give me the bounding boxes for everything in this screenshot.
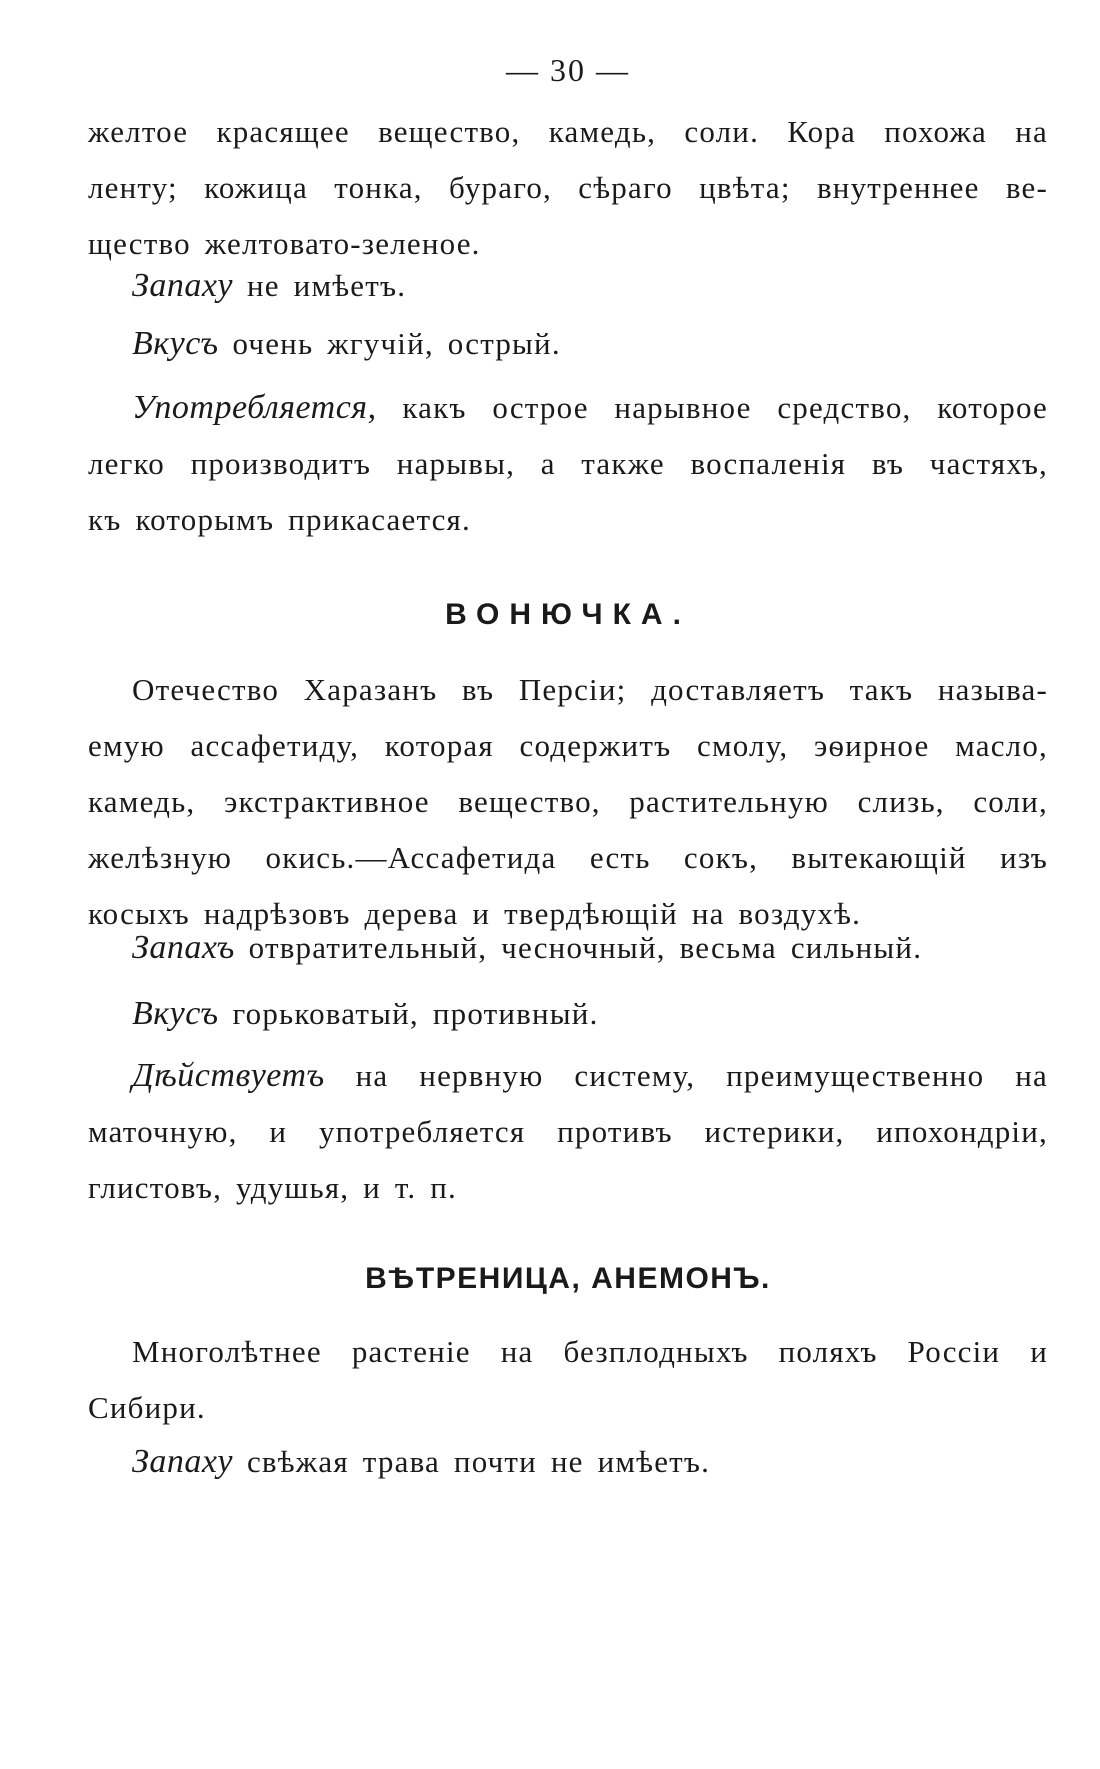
text-line: легко производитъ нарывы, а также воспаленія въ частяхъ,: [88, 446, 1048, 481]
term-text: не имѣетъ.: [233, 268, 407, 303]
text-line: [132, 986, 1092, 1042]
text-line: емую ассафетиду, которая содержитъ смолу, эѳирное масло,: [88, 728, 1048, 763]
paragraph-description: [88, 1324, 1048, 1436]
term-label: Дѣйствуетъ: [132, 1057, 325, 1094]
text-line: [132, 316, 1092, 372]
text-line: къ которымъ прикасается.: [88, 502, 471, 537]
term-label: Употребляется,: [132, 389, 377, 426]
paragraph-taste: [88, 316, 1092, 372]
paragraph-smell: [88, 258, 1092, 314]
term-text: отвратительный, чесночный, весьма сильный.: [234, 930, 923, 965]
section-heading: ВѢТРЕНИЦА, АНЕМОНЪ.: [365, 1262, 771, 1295]
paragraph-usage: [88, 380, 1048, 548]
text-line: глистовъ, удушья, и т. п.: [88, 1170, 457, 1205]
term-text: горьковатый, противный.: [218, 996, 599, 1031]
text-line: Многолѣтнее растеніе на безплодныхъ поляхъ Россіи и: [132, 1334, 1048, 1369]
term-label: Вкусъ: [132, 325, 219, 362]
paragraph-origin: [88, 662, 1048, 942]
paragraph-continuation: [88, 104, 1048, 272]
text-line: Отечество Харазанъ въ Персіи; доставляетъ такъ называ-: [132, 672, 1048, 707]
term-text: на нервную систему, преимущественно на: [355, 1058, 1048, 1093]
term-text: очень жгучій, острый.: [218, 326, 561, 361]
paragraph-smell: [88, 920, 1092, 976]
term-label: Вкусъ: [132, 995, 219, 1032]
paragraph-smell: [88, 1434, 1092, 1490]
term-text: свѣжая трава почти не имѣетъ.: [233, 1444, 711, 1479]
text-line: щество желтовато-зеленое.: [88, 226, 481, 261]
text-line: желтое красящее вещество, камедь, соли. Кора похожа на: [88, 114, 1048, 149]
paragraph-action: [88, 1048, 1048, 1216]
text-line: косыхъ надрѣзовъ дерева и твердѣющій на воздухѣ.: [88, 896, 862, 931]
text-line: [88, 380, 1048, 436]
section-heading: ВОНЮЧКА.: [445, 598, 691, 631]
text-line: [88, 1048, 1048, 1104]
text-line: [132, 258, 1092, 314]
text-line: [132, 1434, 1092, 1490]
text-line: Сибири.: [88, 1390, 206, 1425]
term-label: Запахъ: [132, 929, 235, 966]
text-line: желѣзную окись.—Ассафетида есть сокъ, вытекающій изъ: [88, 840, 1048, 875]
text-line: камедь, экстрактивное вещество, растительную слизь, соли,: [88, 784, 1048, 819]
text-line: ленту; кожица тонка, бураго, сѣраго цвѣта; внутреннее ве-: [88, 170, 1048, 205]
text-line: маточную, и употребляется противъ истерики, ипохондріи,: [88, 1114, 1048, 1149]
term-text: какъ острое нарывное средство, которое: [402, 390, 1048, 425]
term-label: Запаху: [132, 267, 234, 304]
paragraph-taste: [88, 986, 1092, 1042]
term-label: Запаху: [132, 1443, 234, 1480]
text-line: [132, 920, 1092, 976]
page-number: — 30 —: [506, 52, 630, 88]
